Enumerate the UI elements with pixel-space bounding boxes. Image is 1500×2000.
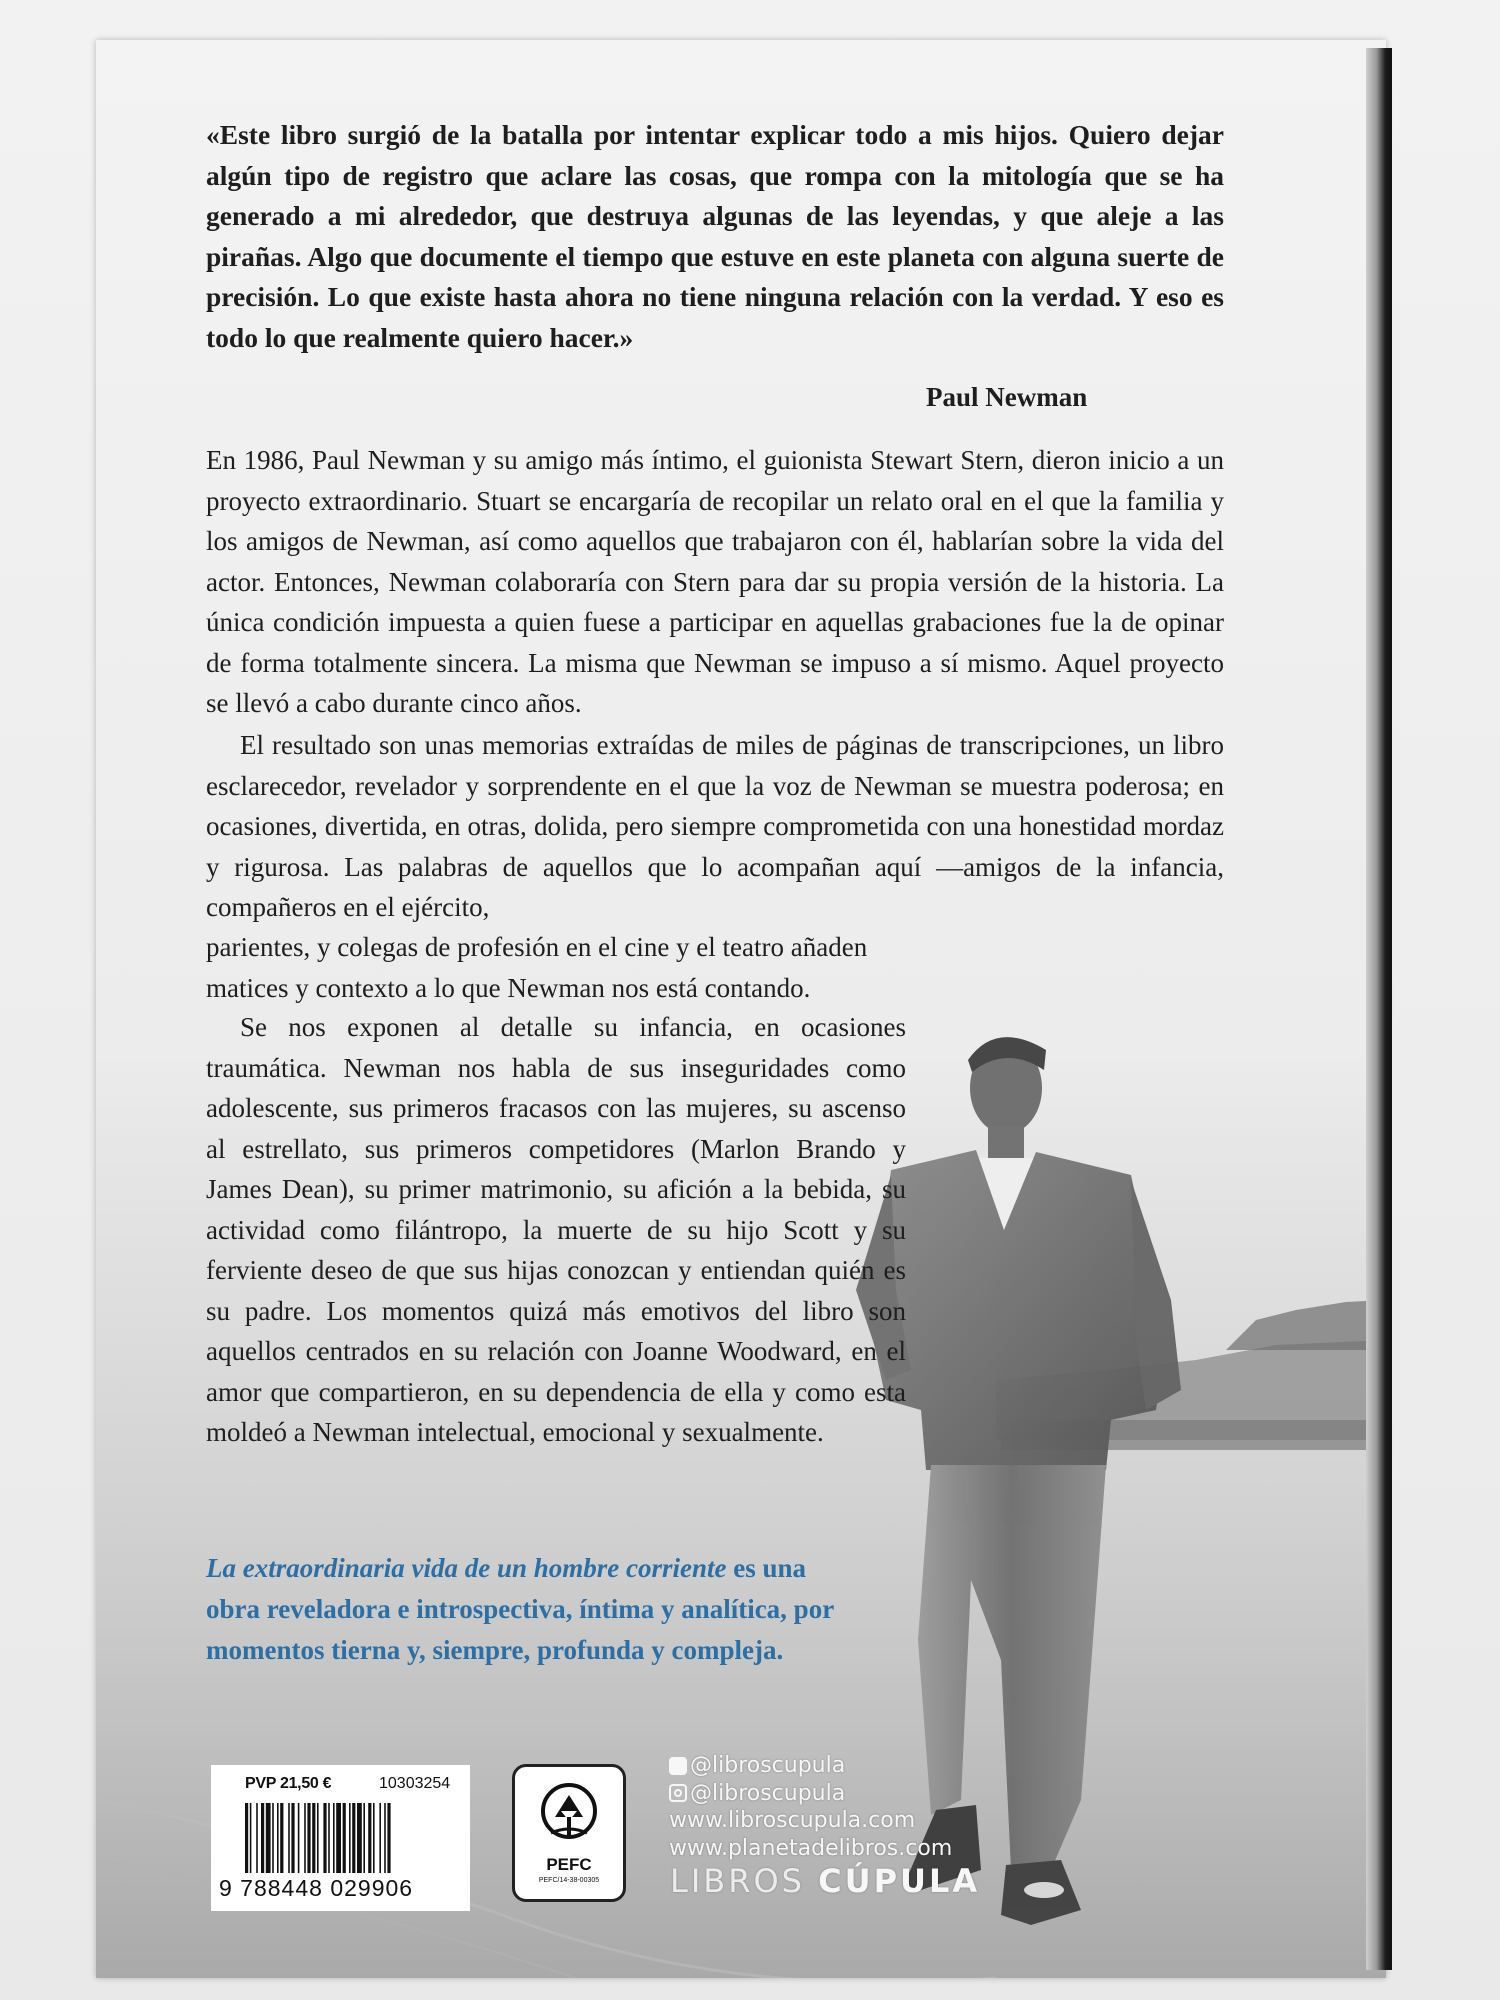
barcode-bar <box>298 1803 300 1873</box>
pefc-logo <box>512 1764 626 1902</box>
barcode-bar <box>288 1803 290 1873</box>
barcode-bar <box>261 1803 264 1873</box>
twitter-row[interactable] <box>669 1752 1049 1780</box>
blurb <box>206 1548 846 1671</box>
twitter-handle: @libroscupula <box>690 1753 846 1778</box>
product-code: 10303254 <box>379 1775 451 1792</box>
barcode-bar <box>280 1803 283 1873</box>
barcode-bar <box>336 1803 341 1873</box>
book-back-cover <box>96 40 1386 1978</box>
publisher-logo <box>670 1862 980 1900</box>
publisher-part-1: LIBROS <box>670 1862 805 1900</box>
barcode-bar <box>304 1803 306 1873</box>
barcode-bar <box>277 1803 279 1873</box>
instagram-handle: @libroscupula <box>690 1780 846 1806</box>
price: PVP 21,50 € <box>245 1775 332 1792</box>
website-link[interactable]: www.libroscupula.com <box>669 1808 916 1833</box>
paragraph-2-line: matices y contexto a lo que Newman nos está contando. <box>206 973 811 1003</box>
barcode-bar <box>384 1803 386 1873</box>
instagram-icon <box>669 1784 687 1802</box>
author-quote: «Este libro surgió de la batalla por intentar explicar todo a mis hijos. Quiero dejar algún tipo de registro que aclare las cosas, que rompa con la mitología que se ha generado a mi alrededor, que destruya algunas de las leyendas, y que aleje a las pirañas. Algo que documente el tiempo que estuve en este planeta con alguna suerte de precisión. Lo que existe hasta ahora no tiene ninguna relación con la verdad. Y eso es todo lo que realmente quiero hacer.» <box>206 119 1224 353</box>
barcode-label <box>211 1765 470 1911</box>
blurb-text: es una obra reveladora e introspectiva, íntima y analítica, por momentos tierna y, siempre, profunda y compleja. <box>206 1553 834 1665</box>
paragraph-2: El resultado son unas memorias extraídas de miles de páginas de transcripciones, un libro esclarecedor, revelador y sorprendente en el que la voz de Newman se muestra poderosa; en ocasiones, divertida, en otras, dolida, pero siempre comprometida con una honestidad mordaz y rigurosa. Las palabras de aquellos que lo acompañan aquí —amigos de la infancia, compañeros en el ejército, <box>206 730 1224 922</box>
paragraph-1: En 1986, Paul Newman y su amigo más íntimo, el guionista Stewart Stern, dieron inicio a un proyecto extraordinario. Stuart se encargaría de recopilar un relato oral en el que la familia y los amigos de Newman, así como aquellos que trabajaron con él, hablarían sobre la vida del actor. Entonces, Newman colaboraría con Stern para dar su propia versión de la historia. La única condición impuesta a quien fuese a participar en aquellas grabaciones fue la de opinar de forma totalmente sincera. La misma que Newman se impuso a sí mismo. Aquel proyecto se llevó a cabo durante cinco años. <box>206 445 1224 718</box>
pefc-number: PEFC/14-38-00305 <box>538 1877 600 1884</box>
pefc-label: PEFC <box>546 1855 592 1874</box>
barcode-bar <box>250 1803 252 1873</box>
barcode-bar <box>363 1803 365 1873</box>
barcode-bar <box>256 1803 258 1873</box>
pefc-tree-icon <box>541 1781 597 1851</box>
barcode-bar <box>312 1803 315 1873</box>
barcode-bar <box>379 1803 381 1873</box>
paragraph-3: Se nos exponen al detalle su infancia, en ocasiones traumática. Newman nos habla de sus inseguridades como adolescente, sus primeros fracasos con las mujeres, su ascenso al estrellato, sus primeros competidores (Marlon Brando y James Dean), su primer matrimonio, su afición a la bebida, su actividad como filántropo, la muerte de su hijo Scott y su ferviente deseo de que sus hijas conozcan y entiendan quién es su padre. Los momentos quizá más emotivos del libro son aquellos centrados en su relación con Joanne Woodward, en el amor que compartieron, en su dependencia de ella y como esta moldeó a Newman intelectual, emocional y sexualmente. <box>206 1012 906 1447</box>
barcode-bar <box>349 1803 351 1873</box>
contact-info <box>669 1752 1049 1862</box>
paragraph-2-line: parientes, y colegas de profesión en el cine y el teatro añaden <box>206 932 868 962</box>
instagram-row[interactable] <box>669 1780 1049 1808</box>
book-edge <box>1366 48 1392 1970</box>
barcode-bar <box>328 1803 330 1873</box>
blurb-title: La extraordinaria vida de un hombre corriente <box>206 1553 727 1583</box>
barcode-bar <box>343 1803 346 1873</box>
barcode-bar <box>333 1803 335 1873</box>
barcode-bar <box>291 1803 294 1873</box>
barcode-bar <box>368 1803 371 1873</box>
isbn: 9 788448 029906 <box>219 1875 414 1901</box>
barcode-bar <box>387 1803 390 1873</box>
twitter-icon <box>669 1757 687 1775</box>
barcode-bar <box>307 1803 310 1873</box>
barcode-bar <box>323 1803 326 1873</box>
barcode-bar <box>357 1803 362 1873</box>
barcode-bar <box>245 1803 248 1873</box>
publisher-part-2: CÚPULA <box>818 1862 981 1900</box>
barcode-bar <box>317 1803 319 1873</box>
website-link[interactable]: www.planetadelibros.com <box>669 1835 953 1861</box>
barcode-bar <box>352 1803 355 1873</box>
barcode-bar <box>266 1803 271 1873</box>
quote-author: Paul Newman <box>926 382 1088 412</box>
barcode <box>245 1803 445 1873</box>
barcode-bar <box>373 1803 375 1873</box>
barcode-bar <box>272 1803 274 1873</box>
